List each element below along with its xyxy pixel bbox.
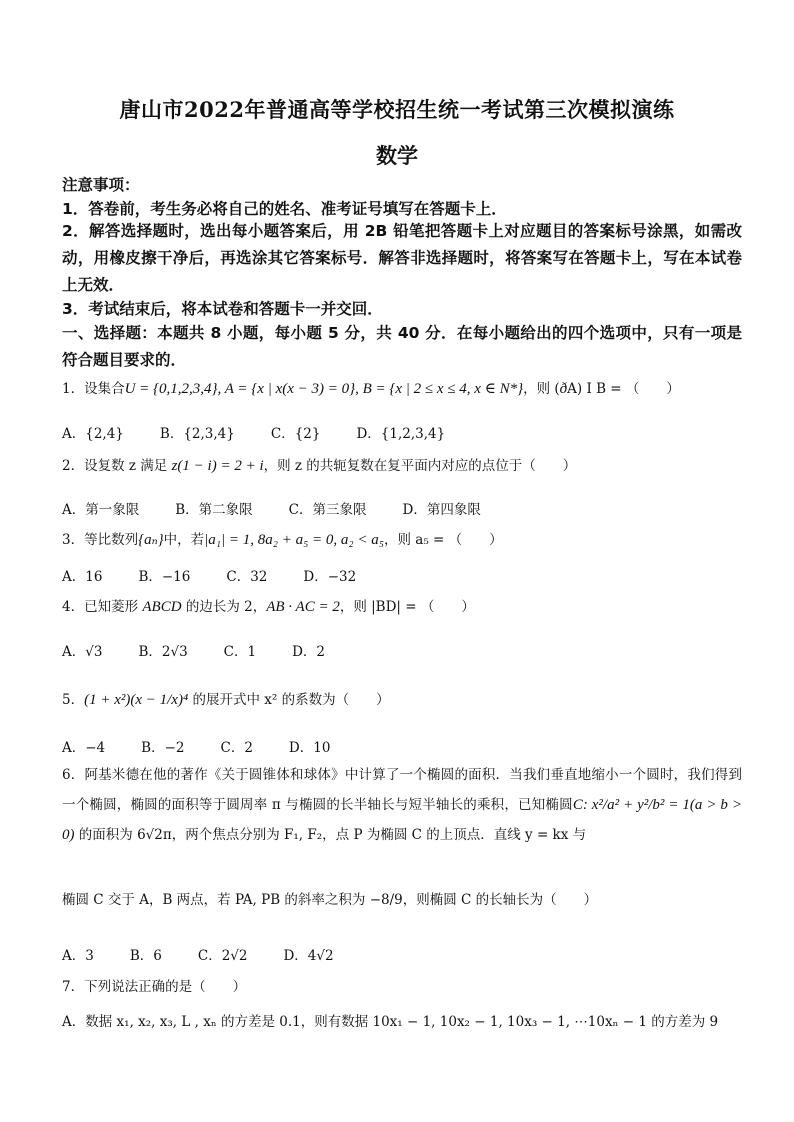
notice-item-1: 1．答卷前，考生务必将自己的姓名、准考证号填写在答题卡上． bbox=[62, 200, 507, 218]
q6-option-d: D．4√2 bbox=[283, 948, 334, 964]
q4-stem-pre: 4．已知菱形 bbox=[62, 599, 143, 615]
question-4 bbox=[62, 596, 742, 618]
q1-option-c: C．{2} bbox=[270, 426, 321, 442]
q5-stem-post: 的展开式中 x² 的系数为（ ） bbox=[188, 692, 390, 708]
q4-stem-post: 的边长为 2， bbox=[181, 599, 267, 615]
q1-stem-math2: ð bbox=[559, 381, 568, 397]
q6-option-b: B．6 bbox=[129, 948, 162, 964]
q2-option-b: B．第二象限 bbox=[175, 502, 253, 518]
section-1-heading: 一、选择题：本题共 8 小题，每小题 5 分，共 40 分．在每小题给出的四个选项中，只有一项是符合题目要求的． bbox=[62, 324, 742, 369]
q5-option-c: C．2 bbox=[220, 740, 253, 756]
question-1 bbox=[62, 378, 742, 400]
q3-stem-math2: |a₁| = 1, 8a₂ + a₅ = 0, a₂ < a₅ bbox=[204, 532, 384, 548]
q1-stem-tail: A) I B = （ ） bbox=[567, 381, 680, 397]
q6-stem-pre: 6．阿基米德在他的著作《关于圆锥体和球体》中计算了一个椭圆的面积．当我们垂直地缩小一个圆时，我们得到一个椭圆，椭圆的面积等于圆周率 π 与椭圆的长半轴长与短半轴长的乘积，已知椭圆 bbox=[62, 767, 742, 813]
q3-stem-pre: 3．等比数列 bbox=[62, 532, 139, 548]
q1-option-a: A．{2,4} bbox=[62, 426, 124, 442]
q5-stem-math: (1 + x²)(x − 1/x)⁴ bbox=[84, 692, 189, 708]
q3-option-d: D．−32 bbox=[303, 569, 357, 585]
q2-stem-math: z(1 − i) = 2 + i bbox=[171, 458, 264, 474]
q3-option-a: A．16 bbox=[62, 569, 103, 585]
q6-option-c: C．2√2 bbox=[197, 948, 248, 964]
q5-option-a: A．−4 bbox=[62, 740, 106, 756]
q3-stem-tail: ，则 a₅ = （ ） bbox=[383, 532, 503, 548]
q2-option-a: A．第一象限 bbox=[62, 502, 140, 518]
subject-title: 数学 bbox=[376, 143, 418, 168]
question-6-continued bbox=[62, 889, 742, 911]
q1-stem-math: U = {0,1,2,3,4}, A = {x | x(x − 3) = 0}, B = {x | 2 ≤ x ≤ 4, x ∈ N*} bbox=[124, 381, 524, 397]
q3-option-c: C．32 bbox=[226, 569, 268, 585]
question-3 bbox=[62, 529, 742, 551]
q4-options bbox=[62, 640, 742, 660]
q3-stem-post: 中，若 bbox=[163, 532, 205, 548]
q3-option-b: B．−16 bbox=[138, 569, 191, 585]
exam-title: 唐山市2022年普通高等学校招生统一考试第三次模拟演练 bbox=[119, 97, 675, 122]
q5-options bbox=[62, 736, 742, 756]
q4-option-a: A．√3 bbox=[62, 644, 103, 660]
question-2 bbox=[62, 455, 742, 477]
question-6 bbox=[62, 760, 742, 850]
q3-options bbox=[62, 565, 742, 585]
q4-option-c: C．1 bbox=[223, 644, 257, 660]
q6-option-a: A．3 bbox=[62, 948, 94, 964]
q6-stem-post: 的面积为 6√2π，两个焦点分别为 F₁, F₂，点 P 为椭圆 C 的上顶点．直线 y = kx 与 bbox=[74, 827, 587, 843]
q1-stem-pre: 1．设集合 bbox=[62, 381, 125, 397]
q1-option-d: D．{1,2,3,4} bbox=[356, 426, 446, 442]
q4-stem-math2: AB · AC = 2 bbox=[266, 599, 340, 615]
question-5 bbox=[62, 689, 742, 711]
q2-stem-pre: 2．设复数 z 满足 bbox=[62, 458, 172, 474]
notice-item-2: 2．解答选择题时，选出每小题答案后，用 2B 铅笔把答题卡上对应题目的答案标号涂黑，如需改动，用橡皮擦干净后，再选涂其它答案标号．解答非选择题时，将答案写在答题卡上，写在本试卷上无效． bbox=[62, 222, 742, 294]
q6-stem-math: C: x²/a² + y²/b² = 1(a > b > 0) bbox=[62, 797, 742, 843]
q2-option-c: C．第三象限 bbox=[288, 502, 367, 518]
q7-stem: 7．下列说法正确的是（ ） bbox=[62, 979, 247, 995]
q4-stem-tail: ，则 |BD| = （ ） bbox=[339, 599, 475, 615]
q5-option-b: B．−2 bbox=[141, 740, 185, 756]
question-7 bbox=[62, 976, 742, 998]
notice-heading: 注意事项： bbox=[62, 176, 140, 194]
q5-stem-pre: 5． bbox=[62, 692, 85, 708]
q4-option-b: B．2√3 bbox=[138, 644, 188, 660]
q2-option-d: D．第四象限 bbox=[402, 502, 481, 518]
q5-option-d: D．10 bbox=[288, 740, 331, 756]
q6-stem-tail: 椭圆 C 交于 A，B 两点，若 PA, PB 的斜率之积为 −8/9，则椭圆 C 的长轴长为（ ） bbox=[62, 892, 598, 908]
q1-options bbox=[62, 422, 742, 442]
q1-option-b: B．{2,3,4} bbox=[159, 426, 235, 442]
q4-stem-math: ABCD bbox=[142, 599, 182, 615]
q1-stem-post: ，则 ( bbox=[523, 381, 560, 397]
q2-stem-post: ，则 z 的共轭复数在复平面内对应的点位于（ ） bbox=[263, 458, 577, 474]
q2-options bbox=[62, 498, 742, 518]
notice-item-3: 3．考试结束后，将本试卷和答题卡一并交回． bbox=[62, 300, 383, 318]
q3-stem-math: {aₙ} bbox=[138, 532, 164, 548]
q7-options bbox=[62, 1010, 742, 1030]
q7-option-a: A．数据 x₁, x₂, x₃, L , xₙ 的方差是 0.1，则有数据 10x₁ − 1, 10x₂ − 1, 10x₃ − 1, ⋯10xₙ − 1 的方差为 9 bbox=[62, 1014, 719, 1030]
q4-option-d: D．2 bbox=[292, 644, 325, 660]
q6-options bbox=[62, 944, 742, 964]
